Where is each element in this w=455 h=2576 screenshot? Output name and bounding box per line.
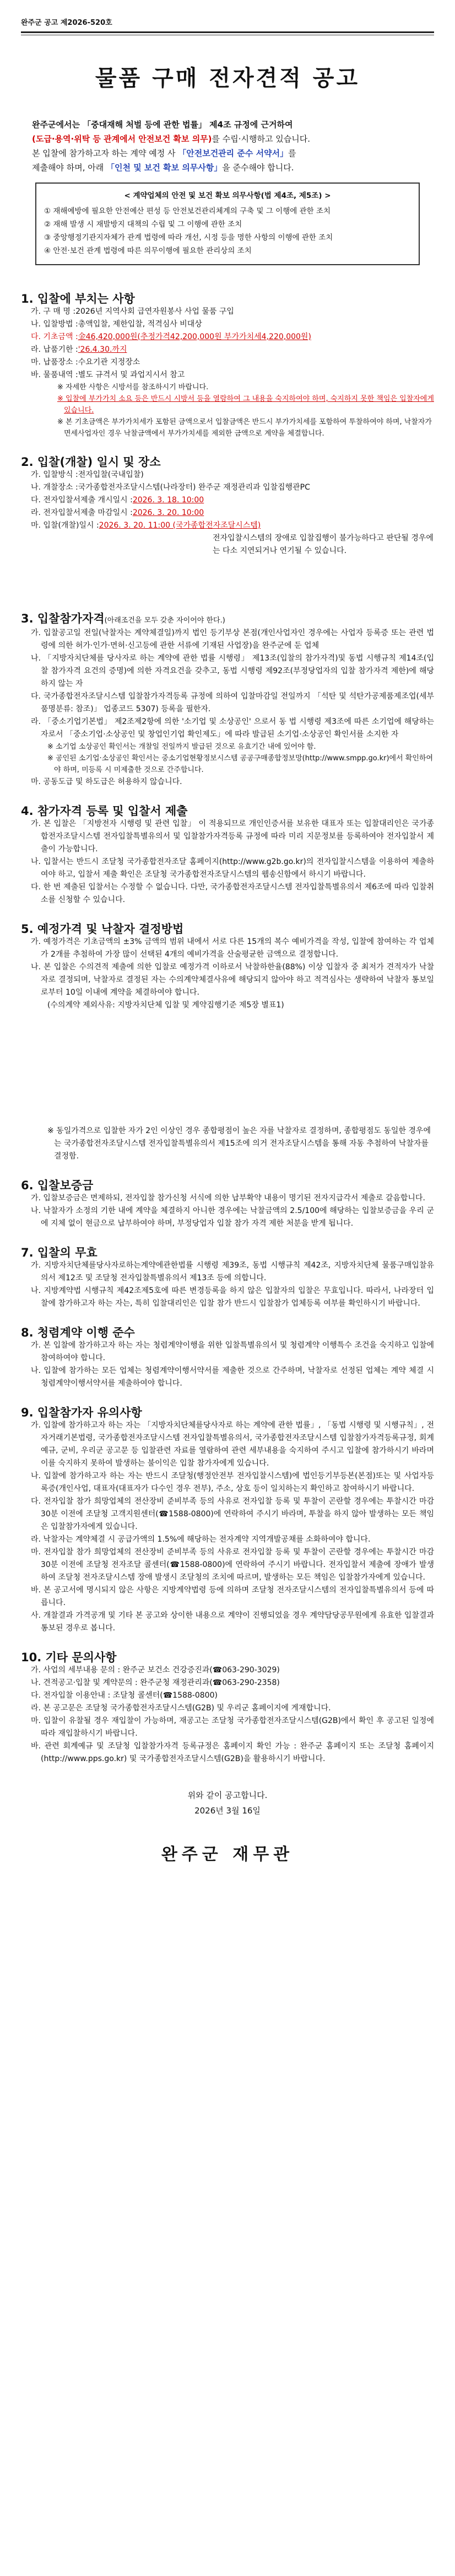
closing-date: 2026년 3월 16일 xyxy=(194,1806,261,1816)
section-2 xyxy=(21,456,434,557)
s9-para: 바. 본 공고서에 명시되지 않은 사항은 지방계약법령 등에 의하며 조달청 전자조달시스템의 전자입찰특별유의서 등에 따릅니다. xyxy=(31,1586,434,1607)
section-4-title: 4. 참가자격 등록 및 입찰서 제출 xyxy=(21,804,188,818)
section-1-title: 1. 입찰에 부치는 사항 xyxy=(21,292,135,305)
s6-para: 나. 낙찰자가 소정의 기한 내에 계약을 체결하지 아니한 경우에는 낙찰금액의 2.5/100에 해당하는 입찰보증금을 우리 군에 지체 없이 현금으로 납부하여야 하며, 부정당업자 입찰 참가 자격 제한 처분을 받게 됩니다. xyxy=(31,1206,434,1228)
obligation-box xyxy=(35,183,420,265)
intro-paragraph xyxy=(24,117,431,175)
intro-line-3b: 를 xyxy=(288,148,296,158)
section-5 xyxy=(21,923,434,1163)
section-6 xyxy=(21,1179,434,1230)
issuing-organization: 완주군 재무관 xyxy=(161,1845,294,1864)
s2-item-open: 다. 전자입찰서제출 개시일시 : 2026. 3. 18. 10:00 xyxy=(31,496,204,505)
s2-tail-note: 전자입찰시스템의 장애로 입찰집행이 불가능하다고 판단될 경우에는 다소 지연되거나 연기될 수 있습니다. xyxy=(213,534,434,555)
document-title: 물품 구매 전자견적 공고 xyxy=(95,66,360,91)
s4-para: 가. 본 입찰은 「지방전자 시행령 및 관련 입찰」 이 적용되므로 개인인증서를 보유한 대표자 또는 입찰대리인은 국가종합전자조달시스템 전자입찰특별유의서 및 입찰참가자격등록 규정에 따라 미리 지문정보를 등록하여야 전자입찰서 제출이 가능합니다. xyxy=(31,819,434,854)
s1-item: 마. 납품장소 : 수요기관 지정장소 xyxy=(31,358,140,367)
s3-para: 나. 「지방자치단체를 당사자로 하는 계약에 관한 법률 시행령」 제13조(입찰의 참가자격)및 동법 시행규칙 제14조(입찰 참가자격 요건의 증명)에 의한 자격요건을 갖추고, 동법 시행령 제92조(부정당업자의 입찰 참가자격 제한)에 해당하지 않는 자 xyxy=(31,654,434,688)
s1-item: 나. 입찰방법 : 총액입찰, 제한입찰, 적격심사 비대상 xyxy=(31,320,202,329)
intro-line-1: 완주군에서는 「중대재해 처벌 등에 관한 법률」 제4조 규정에 근거하여 xyxy=(32,120,293,130)
s10-para: 라. 본 공고문은 조달청 국가종합전자조달시스템(G2B) 및 우리군 홈페이지에 게재합니다. xyxy=(31,1704,331,1713)
section-1 xyxy=(21,293,434,439)
intro-line-2-rest: 를 수립·시행하고 있습니다. xyxy=(212,134,310,144)
section-10-title: 10. 기타 문의사항 xyxy=(21,1651,117,1664)
intro-red-clause: (도급·용역·위탁 등 관계에서 안전보건 확보 의무) xyxy=(32,134,212,144)
intro-line-4b: 을 준수해야 합니다. xyxy=(222,163,294,173)
s4-para: 다. 한 번 제출된 입찰서는 수정할 수 없습니다. 다만, 국가종합전자조달시스템 전자입찰특별유의서 제6조에 따라 입찰취소를 신청할 수 있습니다. xyxy=(31,883,434,904)
section-7 xyxy=(21,1247,434,1310)
s2-item-bid-time: 마. 입찰(개찰)일시 : 2026. 3. 20. 11:00 (국가종합전자조달시스템) xyxy=(31,521,261,530)
s4-para: 나. 입찰서는 반드시 조달청 국가종합전자조달 홈페이지(http://www.g2b.go.kr)의 전자입찰시스템을 이용하여 제출하여야 하고, 입찰서 제출 확인은 조달청 국가종합전자조달시스템의 웹송신함에서 하시기 바랍니다. xyxy=(31,857,434,879)
s9-para: 나. 입찰에 참가하고자 하는 자는 반드시 조달청(행정안전부 전자입찰시스템)에 법인등기부등본(본점)또는 및 사업자등록증(개인사업, 대표자(대표자가 다수인 경우 전부), 주소, 상호 등이 일치하는지 확인하고 참여하시기 바랍니다. xyxy=(31,1472,434,1493)
s3-note: ※ 공인된 소기업·소상공인 확인서는 중소기업현황정보시스템 공공구매종합정보망(http://www.smpp.go.kr)에서 확인하여야 하며, 미등록 시 미제출한 것으로 간주합니다. xyxy=(47,754,433,774)
obligation-item: ④ 안전·보건 관계 법령에 따른 의무이행에 필요한 관리상의 조치 xyxy=(44,246,252,255)
s1-item: 바. 물품내역 : 별도 규격서 및 과업지시서 참고 xyxy=(31,371,185,379)
s9-para: 다. 전자입찰 참가 희망업체의 전산장비 준비부족 등의 사유로 전자입찰 등록 및 투찰이 곤란할 경우에는 투찰시간 마감 30분 이전에 조달청 고객지원센터(☎1588-0800)에 연락하여 주시기 바라며, 투찰을 하지 않아 발생하는 모든 책임은 입찰참가자에게 있습니다. xyxy=(31,1497,434,1531)
s10-para: 가. 사업의 세부내용 문의 : 완주군 보건소 건강증진과(☎063-290-3029) xyxy=(31,1666,280,1675)
s3-para: 다. 국가종합전자조달시스템 입찰참가자격등록 규정에 의하여 입찰마감일 전일까지 「석탄 및 석탄가공제품제조업(세부품명분류: 참조)」 업종코드 5307) 등록을 필한자. xyxy=(31,692,434,713)
s3-para: 마. 공동도급 및 하도급은 허용하지 않습니다. xyxy=(31,777,182,786)
section-8-title: 8. 청렴계약 이행 준수 xyxy=(21,1326,135,1339)
s9-para: 라. 낙찰자는 계약체결 시 공급가액의 1.5%에 해당하는 전자계약 지역개발공채를 소화하여야 합니다. xyxy=(31,1535,371,1544)
s7-para: 가. 지방자치단체를당사자로하는계약에관한법률 시행령 제39조, 동법 시행규칙 제42조, 지방자치단체 물품구매입찰유의서 제12조 및 조달청 전자입찰특별유의서 제13조 등에 의합니다. xyxy=(31,1261,434,1282)
section-9 xyxy=(21,1407,434,1635)
s3-para: 라. 「중소기업기본법」 제2조제2항에 의한 '소기업 및 소상공인' 으로서 동 법 시행령 제3조에 따른 소기업에 해당하는 자로서 「중소기업·소상공인 및 창업인기업 확인제도」에 따라 발급된 소기업·소상공인 확인서를 소지한 자 xyxy=(31,717,434,739)
s1-note: ※ 자세한 사항은 시방서를 참조하시기 바랍니다. xyxy=(57,383,209,391)
closing-statement: 위와 같이 공고합니다. xyxy=(187,1790,268,1800)
s3-para: 가. 입찰공고일 전일(낙찰자는 계약체결일)까지 법인 등기부상 본점(개인사업자인 경우에는 사업자 등록증 또는 관련 법령에 의한 허가·인가·면허·신고등에 관한 서류에 기재된 사업장)을 완주군에 둔 업체 xyxy=(31,629,434,650)
intro-pledge-highlight: 「안전보건관리 준수 서약서」 xyxy=(178,148,289,158)
s2-item: 나. 개찰장소 : 국가종합전자조달시스템(나라장터) 완주군 재정관리과 입찰집행관PC xyxy=(31,483,310,492)
notice-number: 완주군 공고 제2026-520호 xyxy=(21,19,112,27)
s8-para: 나. 입찰에 참가하는 모든 업체는 청렴계약이행서약서를 제출한 것으로 간주하며, 낙찰자로 선정된 업체는 계약 체결 시 청렴계약이행서약서를 제출하여야 합니다. xyxy=(31,1366,434,1388)
s9-para: 사. 개찰결과 가격공개 및 기타 본 공고와 상이한 내용으로 계약이 진행되었을 경우 계약담당공무원에게 유효한 입찰결과 통보된 경우로 봅니다. xyxy=(31,1611,434,1633)
section-2-title: 2. 입찰(개찰) 일시 및 장소 xyxy=(21,455,161,469)
s5-para: 나. 본 입찰은 수의견적 제출에 의한 입찰로 예정가격 이하로서 낙찰하한율(88%) 이상 입찰자 중 최저가 견적자가 낙찰자로 결정되며, 낙찰자로 결정된 자는 수의계약체결사유에 해당되지 않아야 하고 적격심사는 생략하여 낙찰자 통보일로부터 10일 이내에 계약을 체결하여야 합니다. xyxy=(31,963,434,997)
section-7-title: 7. 입찰의 무효 xyxy=(21,1246,98,1259)
section-9-title: 9. 입찰참가자 유의사항 xyxy=(21,1406,142,1419)
section-4 xyxy=(21,805,434,906)
intro-line-3a: 본 입찰에 참가하고자 하는 계약 예정 사 xyxy=(32,148,178,158)
s2-item-close: 라. 전자입찰서제출 마감일시 : 2026. 3. 20. 10:00 xyxy=(31,508,204,517)
s1-note: ※ 본 기초금액은 부가가치세가 포함된 금액으로서 입찰금액은 반드시 부가가치세를 포함하여 투찰하여야 하며, 낙찰자가 면세사업자인 경우 낙찰금액에서 부가가치세를 제외한 금액으로 계약을 체결합니다. xyxy=(57,418,432,438)
page-break-gap xyxy=(21,1012,434,1125)
section-10 xyxy=(21,1651,434,1765)
s10-para: 다. 전자입찰 이용안내 : 조달청 콜센터(☎1588-0800) xyxy=(31,1691,218,1700)
obligation-item: ③ 중앙행정기관지자체가 관계 법령에 따라 개선, 시정 등을 명한 사항의 이행에 관한 조치 xyxy=(44,233,333,242)
s3-note: ※ 소기업 소상공인 확인서는 개찰일 전일까지 발급된 것으로 유효기간 내에 있어야 함. xyxy=(47,743,316,751)
s7-para: 나. 지방계약법 시행규칙 제42조제5호에 따른 변경등록을 하지 않은 입찰자의 입찰은 무효입니다. 따라서, 나라장터 입찰에 참가하고자 하는 자는, 특히 입찰대리인은 입찰 참가 반드시 입찰참가 업체등록 여부를 확인하시기 바랍니다. xyxy=(31,1286,434,1308)
s5-para: 가. 예정가격은 기초금액의 ±3% 금액의 범위 내에서 서로 다른 15개의 복수 예비가격을 작성, 입찰에 참여하는 각 업체가 2개를 추첨하여 가장 많이 선택된 4개의 예비가격을 산술평균한 금액으로 결정합니다. xyxy=(31,937,434,959)
s2-item: 가. 입찰방식 : 전자입찰(국내입찰) xyxy=(31,470,144,479)
obligation-item: ① 재해예방에 필요한 안전예산 편성 등 안전보건관리체계의 구축 및 그 이행에 관한 조치 xyxy=(44,207,331,216)
obligation-item: ② 재해 발생 시 재발방지 대책의 수립 및 그 이행에 관한 조치 xyxy=(44,220,242,229)
s8-para: 가. 본 입찰에 참가하고자 하는 자는 청렴계약이행을 위한 입찰특별유의서 및 청렴계약 이행특수 조건을 숙지하고 입찰에 참여하여야 합니다. xyxy=(31,1341,434,1362)
section-3 xyxy=(21,613,434,788)
s1-item-deadline: 라. 납품기한 : '26.4.30.까지 xyxy=(31,345,127,354)
s1-item-base-price: 다. 기초금액 : 金46,420,000원(추정가격42,200,000원 부가가치세4,220,000원) xyxy=(31,332,311,341)
s5-exception: (수의계약 제외사유: 지방자치단체 입찰 및 계약집행기준 제5장 별표1) xyxy=(47,1001,284,1010)
header-rule-thick xyxy=(21,31,434,33)
intro-duty-highlight: 「인천 및 보건 확보 의무사항」 xyxy=(106,163,223,173)
s1-item: 가. 구 매 명 : 2026년 지역사회 급연자원봉사 사업 물품 구입 xyxy=(31,307,234,316)
closing-block xyxy=(21,1788,434,1818)
obligation-box-title: < 계약업체의 안전 및 보건 확보 의무사항(법 제4조, 제5조) > xyxy=(124,191,331,200)
section-5-title: 5. 예정가격 및 낙찰자 결정방법 xyxy=(21,922,184,936)
s9-para: 마. 전자입찰 참가 희망업체의 전산장비 준비부족 등의 사유로 전자입찰 등록 및 투찰이 곤란할 경우에는 투찰시간 마감 30분 이전에 조달청 전자조달 콜센터(☎1588-0800)에 연락하여 주시기 바랍니다. 전자입찰서 제출에 장애가 발생하여 조달청 전자조달시스템 장애 발생시 조달청의 조치에 따르며, 발생하는 모든 책임은 입찰참가자에게 있습니다. xyxy=(31,1548,434,1582)
s6-para: 가. 입찰보증금은 면제하되, 전자입찰 참가신청 서식에 의한 납부확약 내용이 명기된 전자지급각서 제출로 갈음합니다. xyxy=(31,1194,425,1203)
s10-para: 바. 관련 회계예규 및 조달청 입찰참가자격 등록규정은 홈페이지 확인 가능 : 완주군 홈페이지 또는 조달청 홈페이지(http://www.pps.go.kr) 및 국가종합전자조달시스템(G2B)을 활용하시기 바랍니다. xyxy=(31,1742,434,1763)
section-3-title: 3. 입찰참가자격(아래조건을 모두 갖춘 자이어야 한다.) xyxy=(21,612,225,625)
s5-tie-note: ※ 동일가격으로 입찰한 자가 2인 이상인 경우 종합평점이 높은 자를 낙찰자로 결정하며, 종합평점도 동일한 경우에는 국가종합전자조달시스템 전자입찰특별유의서 제15조에 의거 전자조달시스템을 통해 자동 추첨하여 낙찰자를 결정함. xyxy=(47,1126,431,1161)
section-6-title: 6. 입찰보증금 xyxy=(21,1179,94,1192)
section-8 xyxy=(21,1327,434,1390)
s10-para: 마. 입찰이 유찰될 경우 재입찰이 가능하며, 재공고는 조달청 국가종합전자조달시스템(G2B)에서 확인 후 공고된 일정에 따라 재입찰하시기 바랍니다. xyxy=(31,1716,434,1738)
intro-line-4a: 제출해야 하며, 아래 xyxy=(32,163,106,173)
s10-para: 나. 견적공고·입찰 및 계약문의 : 완주군청 재정관리과(☎063-290-2358) xyxy=(31,1678,280,1687)
s1-note-warning: ※ 입찰에 부가가치 소요 등은 반드시 시방서 등을 열람하여 그 내용을 숙지하여야 하며, 숙지하지 못한 책임은 입찰자에게 있습니다. xyxy=(57,395,434,415)
s9-para: 가. 입찰에 참가하고자 하는 자는 「지방자치단체를당사자로 하는 계약에 관한 법률」, 「동법 시행령 및 시행규칙」, 전자거래기본법령, 국가종합전자조달시스템 전자입찰특별유의서, 국가종합전자조달시스템 입찰참가자격등록규정, 회계예규, 군비, 우리군 공고문 등 입찰관련 자료를 열람하여 관련 세부내용을 숙지하여 주시고 입찰에 참가하시기 바라며 이를 숙지하지 못하여 발생하는 불이익은 입찰 참가자에게 있습니다. xyxy=(31,1421,434,1468)
